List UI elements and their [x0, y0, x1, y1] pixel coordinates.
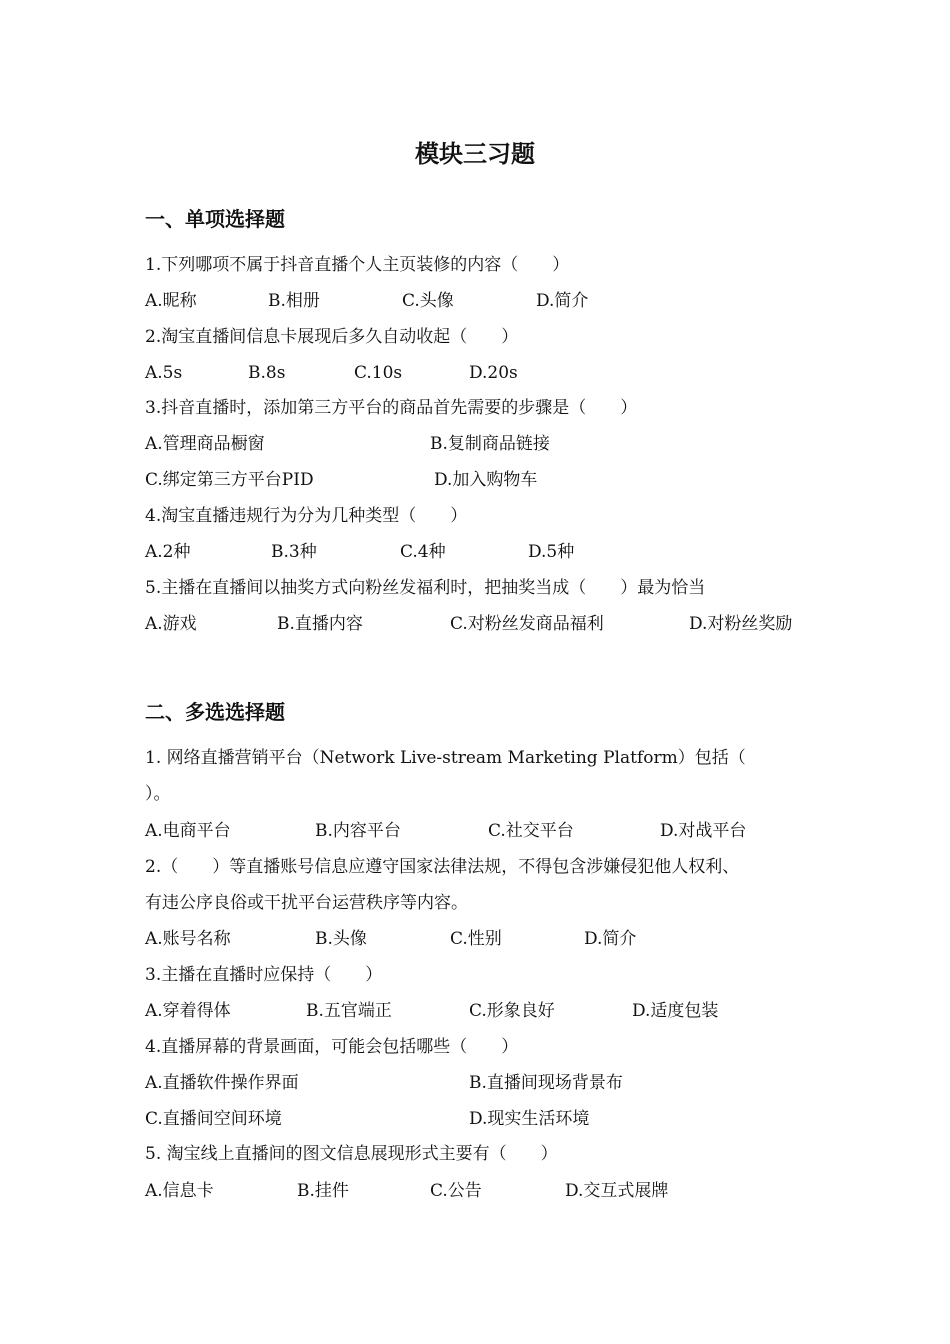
question-text: 1.下列哪项不属于抖音直播个人主页装修的内容（ ） [145, 255, 570, 275]
option-d: D.对战平台 [660, 821, 747, 841]
option-a: A.管理商品橱窗 [145, 434, 265, 454]
option-d: D.20s [469, 363, 518, 383]
question-text: 1. 网络直播营销平台（Network Live-stream Marketing Platform）包括（ [145, 748, 746, 768]
question-text: 4.直播屏幕的背景画面，可能会包括哪些（ ） [145, 1037, 519, 1057]
option-b: B.直播内容 [277, 614, 363, 634]
option-b: B.8s [248, 363, 286, 383]
option-b: B.五官端正 [306, 1001, 392, 1021]
option-d: D.简介 [584, 929, 637, 949]
option-b: B.挂件 [297, 1181, 349, 1201]
option-b: B.相册 [268, 291, 320, 311]
option-d: D.加入购物车 [434, 470, 538, 490]
option-c: C.社交平台 [488, 821, 574, 841]
option-c: C.4种 [400, 542, 446, 562]
section2-heading: 二、多选选择题 [145, 700, 285, 724]
option-d: D.现实生活环境 [469, 1109, 590, 1129]
option-b: B.内容平台 [315, 821, 401, 841]
question-text-continued: 有违公序良俗或干扰平台运营秩序等内容。 [145, 893, 468, 913]
option-c: C.对粉丝发商品福利 [450, 614, 604, 634]
option-a: A.昵称 [145, 291, 197, 311]
option-a: A.游戏 [145, 614, 197, 634]
question-text: 2.淘宝直播间信息卡展现后多久自动收起（ ） [145, 327, 519, 347]
option-d: D.5种 [528, 542, 575, 562]
option-d: D.简介 [536, 291, 589, 311]
question-text: 2.（ ）等直播账号信息应遵守国家法律法规，不得包含涉嫌侵犯他人权利、 [145, 857, 740, 877]
option-a: A.电商平台 [145, 821, 231, 841]
option-a: A.2种 [145, 542, 191, 562]
option-a: A.穿着得体 [145, 1001, 231, 1021]
option-c: C.直播间空间环境 [145, 1109, 282, 1129]
option-a: A.直播软件操作界面 [145, 1073, 299, 1093]
option-d: D.适度包装 [632, 1001, 719, 1021]
option-a: A.5s [145, 363, 183, 383]
question-text: 5.主播在直播间以抽奖方式向粉丝发福利时，把抽奖当成（ ）最为恰当 [145, 578, 706, 598]
page-title: 模块三习题 [415, 140, 535, 168]
question-text-continued: ）。 [145, 784, 171, 804]
option-b: B.头像 [315, 929, 367, 949]
option-c: C.绑定第三方平台PID [145, 470, 314, 490]
option-c: C.公告 [430, 1181, 482, 1201]
question-text: 4.淘宝直播违规行为分为几种类型（ ） [145, 506, 468, 526]
option-c: C.10s [354, 363, 403, 383]
option-c: C.性别 [450, 929, 502, 949]
option-b: B.复制商品链接 [430, 434, 550, 454]
option-a: A.信息卡 [145, 1181, 214, 1201]
option-d: D.交互式展牌 [565, 1181, 669, 1201]
option-d: D.对粉丝奖励 [689, 614, 793, 634]
question-text: 3.主播在直播时应保持（ ） [145, 965, 383, 985]
option-b: B.直播间现场背景布 [469, 1073, 623, 1093]
question-text: 5. 淘宝线上直播间的图文信息展现形式主要有（ ） [145, 1144, 558, 1164]
option-b: B.3种 [271, 542, 317, 562]
option-c: C.形象良好 [469, 1001, 555, 1021]
option-a: A.账号名称 [145, 929, 231, 949]
section1-heading: 一、单项选择题 [145, 207, 285, 231]
question-text: 3.抖音直播时，添加第三方平台的商品首先需要的步骤是（ ） [145, 398, 638, 418]
option-c: C.头像 [402, 291, 454, 311]
